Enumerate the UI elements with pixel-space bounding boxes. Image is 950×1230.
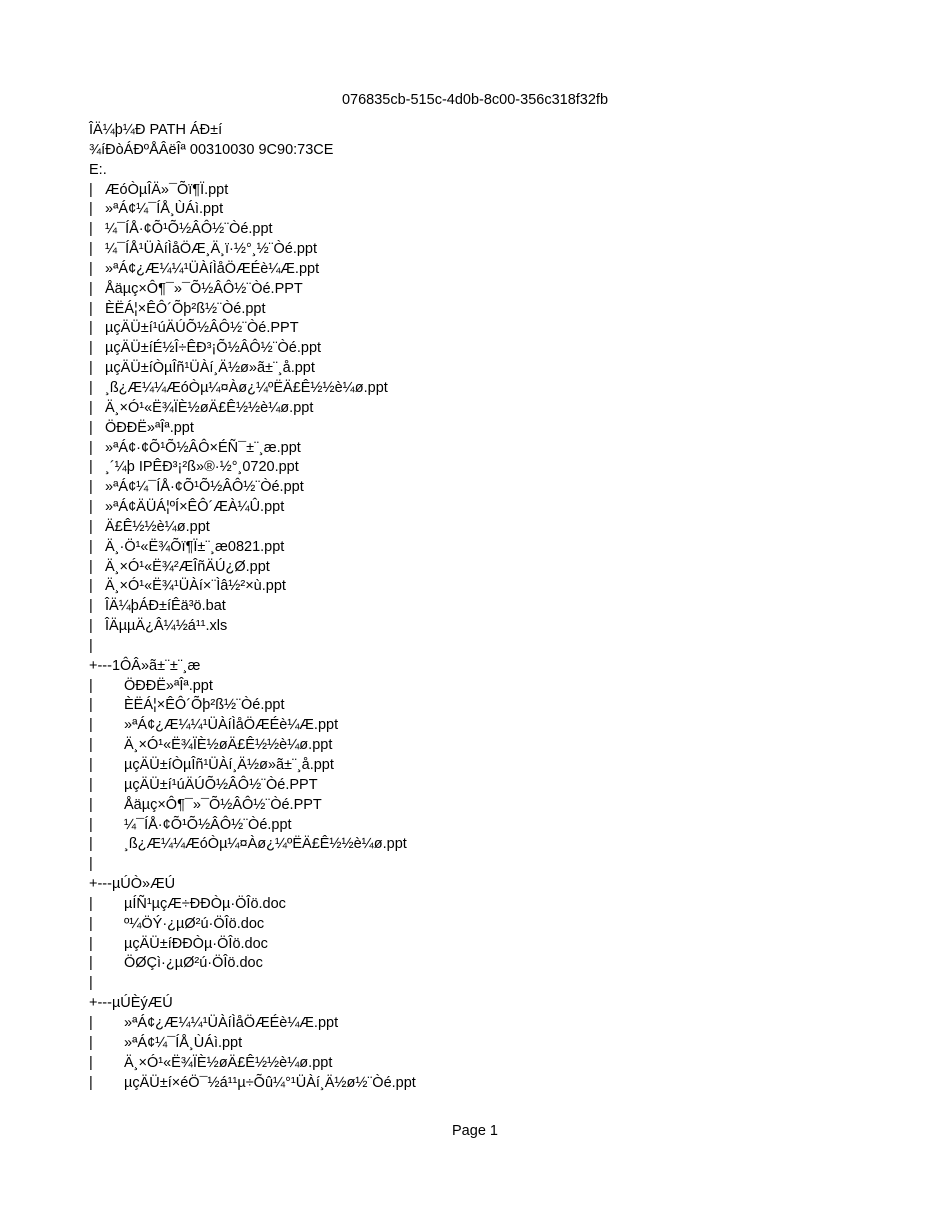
listing-line	[89, 181, 909, 201]
listing-line-text: Ä¸×Ó¹«Ë¾ÏÈ½øÄ£Ê½½è¼ø.ppt	[124, 737, 333, 754]
listing-line-text: º¼ÖÝ·¿µØ²ú·ÖÎö.doc	[124, 915, 265, 932]
tree-branch-glyph: |	[89, 677, 93, 694]
listing-line-text: ÖÐÐË»ªÎª.ppt	[124, 677, 213, 694]
tree-branch-glyph: |	[89, 538, 93, 555]
tree-branch-glyph: |	[89, 320, 93, 337]
listing-line	[89, 954, 909, 974]
listing-line	[89, 498, 909, 518]
listing-line-text: E:.	[89, 161, 107, 178]
listing-line-text: ÎÄµµÄ¿Â¼½á¹¹.xls	[105, 618, 228, 635]
listing-line	[89, 141, 909, 161]
tree-branch-glyph: |	[89, 895, 93, 912]
listing-line	[89, 478, 909, 498]
listing-line-text: »ªÁ¢·¢Õ¹Õ½ÂÔ×ÉÑ¯±¨¸æ.ppt	[105, 439, 301, 456]
listing-line-text: »ªÁ¢¿Æ¼¼¹ÜÀíÌåÖÆÉè¼Æ.ppt	[124, 1014, 339, 1031]
tree-branch-glyph: |	[89, 598, 93, 615]
listing-line-text: ÈËÁ¦×ÊÔ´Õþ²ß½¨Òé.ppt	[124, 697, 285, 714]
tree-branch-glyph: |	[89, 697, 93, 714]
listing-line	[89, 260, 909, 280]
tree-branch-glyph: |	[89, 737, 93, 754]
listing-line	[89, 359, 909, 379]
listing-line-text: »ªÁ¢¼¯ÍÅ·¢Õ¹Õ½ÂÔ½¨Òé.ppt	[105, 479, 304, 496]
tree-branch-glyph: |	[89, 558, 93, 575]
tree-branch-glyph: |	[89, 618, 93, 635]
listing-line	[89, 796, 909, 816]
listing-line-text: Ä¸×Ó¹«Ë¾²ÆÎñÄÚ¿Ø.ppt	[105, 558, 270, 575]
tree-branch-glyph: |	[89, 360, 93, 377]
listing-line	[89, 875, 909, 895]
tree-branch-glyph: |	[89, 578, 93, 595]
listing-line	[89, 161, 909, 181]
tree-branch-glyph: |	[89, 280, 93, 297]
listing-line-text: ÖÐÐË»ªÎª.ppt	[105, 419, 194, 436]
tree-branch-glyph: |	[89, 379, 93, 396]
listing-line	[89, 736, 909, 756]
tree-branch-glyph: |	[89, 717, 93, 734]
tree-branch-glyph: |	[89, 776, 93, 793]
document-title: 076835cb-515c-4d0b-8c00-356c318f32fb	[341, 92, 609, 108]
listing-line	[89, 617, 909, 637]
listing-line	[89, 1054, 909, 1074]
listing-line	[89, 200, 909, 220]
tree-branch-glyph: |	[89, 796, 93, 813]
tree-branch-glyph: |	[89, 399, 93, 416]
listing-line	[89, 419, 909, 439]
tree-branch-glyph: |	[89, 479, 93, 496]
listing-line-text: Ä¸×Ó¹«Ë¾ÏÈ½øÄ£Ê½½è¼ø.ppt	[124, 1054, 333, 1071]
listing-line	[89, 339, 909, 359]
listing-line-text: µçÄÜ±íÉ½Î÷ÊÐ³¡Õ½ÂÔ½¨Òé.ppt	[105, 340, 322, 357]
listing-line	[89, 835, 909, 855]
listing-line	[89, 1034, 909, 1054]
tree-branch-glyph: |	[89, 439, 93, 456]
tree-branch-glyph: |	[89, 856, 93, 873]
listing-line	[89, 935, 909, 955]
tree-branch-glyph: |	[89, 935, 93, 952]
listing-line-text: ÆóÒµÎÄ»¯Õï¶Ï.ppt	[105, 181, 229, 198]
listing-line-text: ¼¯ÍÅ·¢Õ¹Õ½ÂÔ½¨Òé.ppt	[105, 221, 273, 238]
listing-line	[89, 696, 909, 716]
listing-line	[89, 240, 909, 260]
listing-line-text: ÖØÇì·¿µØ²ú·ÖÎö.doc	[124, 955, 263, 972]
listing-line-text: µçÄÜ±í×éÖ¯½á¹¹µ÷Õû¼°¹ÜÀí¸Ä½ø½¨Òé.ppt	[124, 1074, 416, 1091]
listing-line	[89, 300, 909, 320]
tree-branch-glyph: |	[89, 419, 93, 436]
listing-line-text: Åäµç×Ô¶¯»¯Õ½ÂÔ½¨Òé.PPT	[105, 280, 303, 297]
tree-branch-glyph: |	[89, 340, 93, 357]
listing-line	[89, 994, 909, 1014]
listing-line-text: »ªÁ¢¿Æ¼¼¹ÜÀíÌåÖÆÉè¼Æ.ppt	[124, 717, 339, 734]
listing-line	[89, 379, 909, 399]
listing-line-text: ÈËÁ¦×ÊÔ´Õþ²ß½¨Òé.ppt	[105, 300, 266, 317]
listing-line-text: µçÄÜ±íÒµÎñ¹ÜÀí¸Ä½ø»ã±¨¸å.ppt	[124, 757, 334, 773]
listing-line	[89, 855, 909, 875]
listing-line-text: Ä¸·Ö¹«Ë¾Õï¶Ï±¨¸æ0821.ppt	[105, 538, 285, 555]
tree-branch-glyph: |	[89, 241, 93, 258]
tree-branch-glyph: |	[89, 955, 93, 972]
tree-branch-glyph: |	[89, 260, 93, 277]
file-listing	[89, 121, 909, 1093]
listing-line	[89, 538, 909, 558]
tree-branch-glyph: |	[89, 915, 93, 932]
tree-branch-glyph: |	[89, 1014, 93, 1031]
listing-line-text: Ä¸×Ó¹«Ë¾ÏÈ½øÄ£Ê½½è¼ø.ppt	[105, 399, 314, 416]
listing-line-text: +---µÚÒ»ÆÚ	[89, 876, 176, 893]
tree-branch-glyph: |	[89, 1074, 93, 1091]
listing-line	[89, 121, 909, 141]
listing-line	[89, 439, 909, 459]
listing-line-text: µçÄÜ±í¹úÄÚÕ½ÂÔ½¨Òé.PPT	[105, 320, 299, 337]
tree-branch-glyph: |	[89, 1054, 93, 1071]
listing-line	[89, 280, 909, 300]
listing-line-text: µÍÑ¹µçÆ÷ÐÐÒµ·ÖÎö.doc	[124, 895, 286, 912]
listing-line	[89, 319, 909, 339]
listing-line	[89, 577, 909, 597]
listing-line	[89, 1074, 909, 1094]
listing-line	[89, 458, 909, 478]
listing-line	[89, 716, 909, 736]
listing-line-text: ¸ß¿Æ¼¼ÆóÒµ¼¤Àø¿¼ºËÄ£Ê½½è¼ø.ppt	[105, 379, 388, 396]
tree-branch-glyph: |	[89, 637, 93, 654]
listing-line-text: ÎÄ¼þ¼Ð PATH ÁÐ±í	[89, 122, 223, 138]
tree-branch-glyph: |	[89, 1034, 93, 1051]
listing-line-text: ÎÄ¼þÁÐ±íÊä³ö.bat	[105, 598, 226, 615]
tree-branch-glyph: |	[89, 757, 93, 773]
tree-branch-glyph: |	[89, 300, 93, 317]
listing-line-text: »ªÁ¢¼¯ÍÅ¸ÙÁì.ppt	[105, 201, 224, 218]
listing-line-text: Ä¸×Ó¹«Ë¾¹ÜÀí×¨Ìâ½²×ù.ppt	[105, 578, 286, 595]
listing-line-text: »ªÁ¢¼¯ÍÅ¸ÙÁì.ppt	[124, 1034, 243, 1051]
tree-branch-glyph: |	[89, 836, 93, 853]
page-number: Page 1	[452, 1123, 498, 1139]
listing-line-text: +---µÚÈýÆÚ	[89, 995, 173, 1012]
listing-line-text: Ä£Ê½½è¼ø.ppt	[105, 518, 210, 535]
tree-branch-glyph: |	[89, 518, 93, 535]
listing-line-text: ¸´¼þ IPÊÐ³¡²ß»®·½°¸0720.ppt	[105, 459, 299, 476]
listing-line	[89, 915, 909, 935]
listing-line	[89, 816, 909, 836]
listing-line-text: ¼¯ÍÅ¹ÜÀíÌåÖÆ¸Ä¸ï·½°¸½¨Òé.ppt	[105, 241, 318, 258]
listing-line-text: +---1ÔÂ»ã±¨±¨¸æ	[89, 657, 201, 674]
listing-line-text: ¾íÐòÁÐºÅÂëÎª 00310030 9C90:73CE	[89, 141, 334, 158]
listing-line	[89, 220, 909, 240]
listing-line	[89, 558, 909, 578]
listing-line	[89, 399, 909, 419]
tree-branch-glyph: |	[89, 181, 93, 198]
tree-branch-glyph: |	[89, 459, 93, 476]
tree-branch-glyph: |	[89, 816, 93, 833]
listing-line	[89, 974, 909, 994]
listing-line	[89, 657, 909, 677]
tree-branch-glyph: |	[89, 221, 93, 238]
listing-line	[89, 597, 909, 617]
listing-line	[89, 637, 909, 657]
listing-line-text: ¼¯ÍÅ·¢Õ¹Õ½ÂÔ½¨Òé.ppt	[124, 816, 292, 833]
listing-line-text: »ªÁ¢ÄÜÁ¦ºÍ×ÊÔ´ÆÀ¼Û.ppt	[105, 499, 285, 516]
listing-line	[89, 518, 909, 538]
tree-branch-glyph: |	[89, 975, 93, 992]
listing-line	[89, 1014, 909, 1034]
tree-branch-glyph: |	[89, 201, 93, 218]
listing-line	[89, 895, 909, 915]
listing-line	[89, 677, 909, 697]
listing-line	[89, 776, 909, 796]
tree-branch-glyph: |	[89, 499, 93, 516]
listing-line-text: ¸ß¿Æ¼¼ÆóÒµ¼¤Àø¿¼ºËÄ£Ê½½è¼ø.ppt	[124, 836, 407, 853]
listing-line-text: µçÄÜ±íÐÐÒµ·ÖÎö.doc	[124, 935, 268, 952]
listing-line-text: µçÄÜ±í¹úÄÚÕ½ÂÔ½¨Òé.PPT	[124, 776, 318, 793]
listing-line	[89, 756, 909, 776]
listing-line-text: Åäµç×Ô¶¯»¯Õ½ÂÔ½¨Òé.PPT	[124, 796, 322, 813]
listing-line-text: µçÄÜ±íÒµÎñ¹ÜÀí¸Ä½ø»ã±¨¸å.ppt	[105, 360, 315, 377]
listing-line-text: »ªÁ¢¿Æ¼¼¹ÜÀíÌåÖÆÉè¼Æ.ppt	[105, 260, 320, 277]
